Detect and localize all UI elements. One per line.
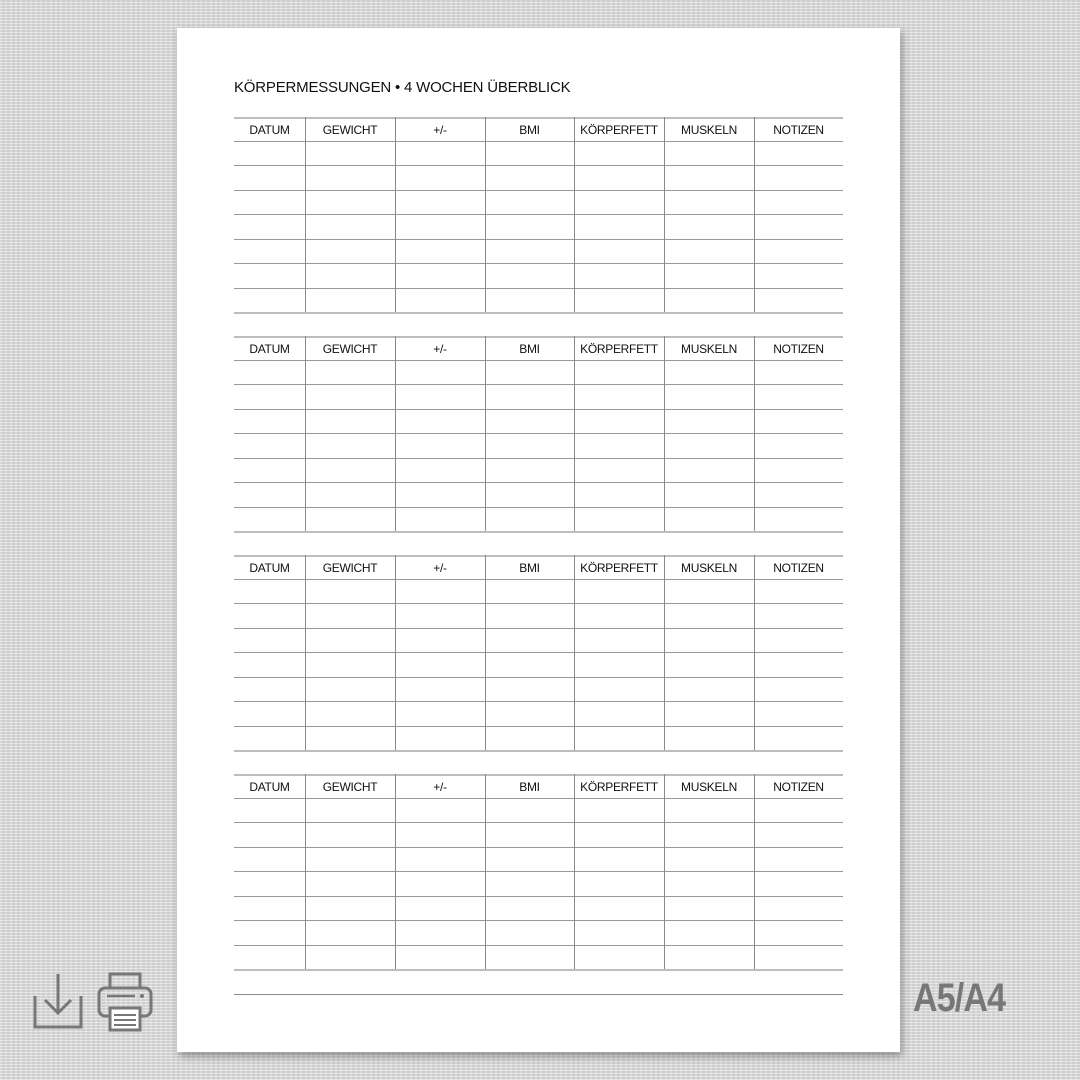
column-divider	[664, 555, 665, 750]
column-divider	[485, 117, 486, 312]
row-rule	[234, 165, 843, 166]
column-divider	[305, 774, 306, 969]
column-divider	[574, 336, 575, 531]
column-header: BMI	[519, 123, 540, 137]
column-header: BMI	[519, 780, 540, 794]
row-rule	[234, 507, 843, 508]
column-divider	[485, 774, 486, 969]
column-header: +/-	[433, 561, 447, 575]
column-header: KÖRPERFETT	[580, 342, 658, 356]
row-rule	[234, 384, 843, 385]
row-rule	[234, 628, 843, 629]
row-rule	[234, 263, 843, 264]
row-rule	[234, 531, 843, 533]
row-rule	[234, 969, 843, 971]
column-divider	[574, 555, 575, 750]
column-header: BMI	[519, 561, 540, 575]
column-header: GEWICHT	[322, 123, 378, 137]
row-rule	[234, 701, 843, 702]
row-rule	[234, 750, 843, 752]
column-divider	[664, 117, 665, 312]
column-header: KÖRPERFETT	[580, 780, 658, 794]
row-rule	[234, 822, 843, 823]
column-header: BMI	[519, 342, 540, 356]
header-rule	[234, 141, 843, 142]
column-divider	[574, 117, 575, 312]
header-rule	[234, 360, 843, 361]
column-header: NOTIZEN	[773, 561, 824, 575]
column-divider	[395, 774, 396, 969]
column-header: +/-	[433, 123, 447, 137]
header-rule	[234, 798, 843, 799]
page-title: KÖRPERMESSUNGEN • 4 WOCHEN ÜBERBLICK	[234, 79, 571, 96]
header-rule	[234, 579, 843, 580]
column-divider	[574, 774, 575, 969]
column-header: MUSKELN	[681, 780, 737, 794]
column-header: NOTIZEN	[773, 780, 824, 794]
row-rule	[234, 847, 843, 848]
column-divider	[664, 336, 665, 531]
column-header: MUSKELN	[681, 561, 737, 575]
measurement-table-week-1	[234, 117, 843, 312]
column-header: GEWICHT	[322, 342, 378, 356]
measurement-table-week-2	[234, 336, 843, 531]
row-rule	[234, 920, 843, 921]
column-header: DATUM	[249, 561, 290, 575]
column-header: NOTIZEN	[773, 342, 824, 356]
column-header: +/-	[433, 342, 447, 356]
row-rule	[234, 871, 843, 872]
row-rule	[234, 652, 843, 653]
row-rule	[234, 896, 843, 897]
column-divider	[305, 555, 306, 750]
column-divider	[754, 117, 755, 312]
column-divider	[395, 555, 396, 750]
measurement-table-week-3	[234, 555, 843, 750]
measurement-table-week-4	[234, 774, 843, 969]
column-divider	[305, 117, 306, 312]
format-label: A5/A4	[913, 976, 1006, 1020]
planner-page	[177, 28, 900, 1052]
column-header: GEWICHT	[322, 780, 378, 794]
row-rule	[234, 409, 843, 410]
column-header: DATUM	[249, 780, 290, 794]
column-divider	[754, 336, 755, 531]
column-divider	[754, 774, 755, 969]
row-rule	[234, 312, 843, 314]
row-rule	[234, 214, 843, 215]
column-header: KÖRPERFETT	[580, 123, 658, 137]
download-icon[interactable]	[32, 972, 84, 1030]
row-rule	[234, 288, 843, 289]
row-rule	[234, 458, 843, 459]
row-rule	[234, 433, 843, 434]
column-header: KÖRPERFETT	[580, 561, 658, 575]
row-rule	[234, 603, 843, 604]
row-rule	[234, 239, 843, 240]
notes-line	[234, 994, 843, 995]
column-divider	[485, 555, 486, 750]
column-header: MUSKELN	[681, 123, 737, 137]
column-header: NOTIZEN	[773, 123, 824, 137]
column-divider	[664, 774, 665, 969]
column-divider	[305, 336, 306, 531]
column-divider	[395, 336, 396, 531]
column-divider	[754, 555, 755, 750]
column-header: DATUM	[249, 123, 290, 137]
column-header: MUSKELN	[681, 342, 737, 356]
row-rule	[234, 677, 843, 678]
column-header: DATUM	[249, 342, 290, 356]
row-rule	[234, 190, 843, 191]
printer-icon[interactable]	[97, 972, 155, 1032]
row-rule	[234, 726, 843, 727]
column-header: +/-	[433, 780, 447, 794]
column-divider	[485, 336, 486, 531]
column-header: GEWICHT	[322, 561, 378, 575]
row-rule	[234, 482, 843, 483]
row-rule	[234, 945, 843, 946]
column-divider	[395, 117, 396, 312]
